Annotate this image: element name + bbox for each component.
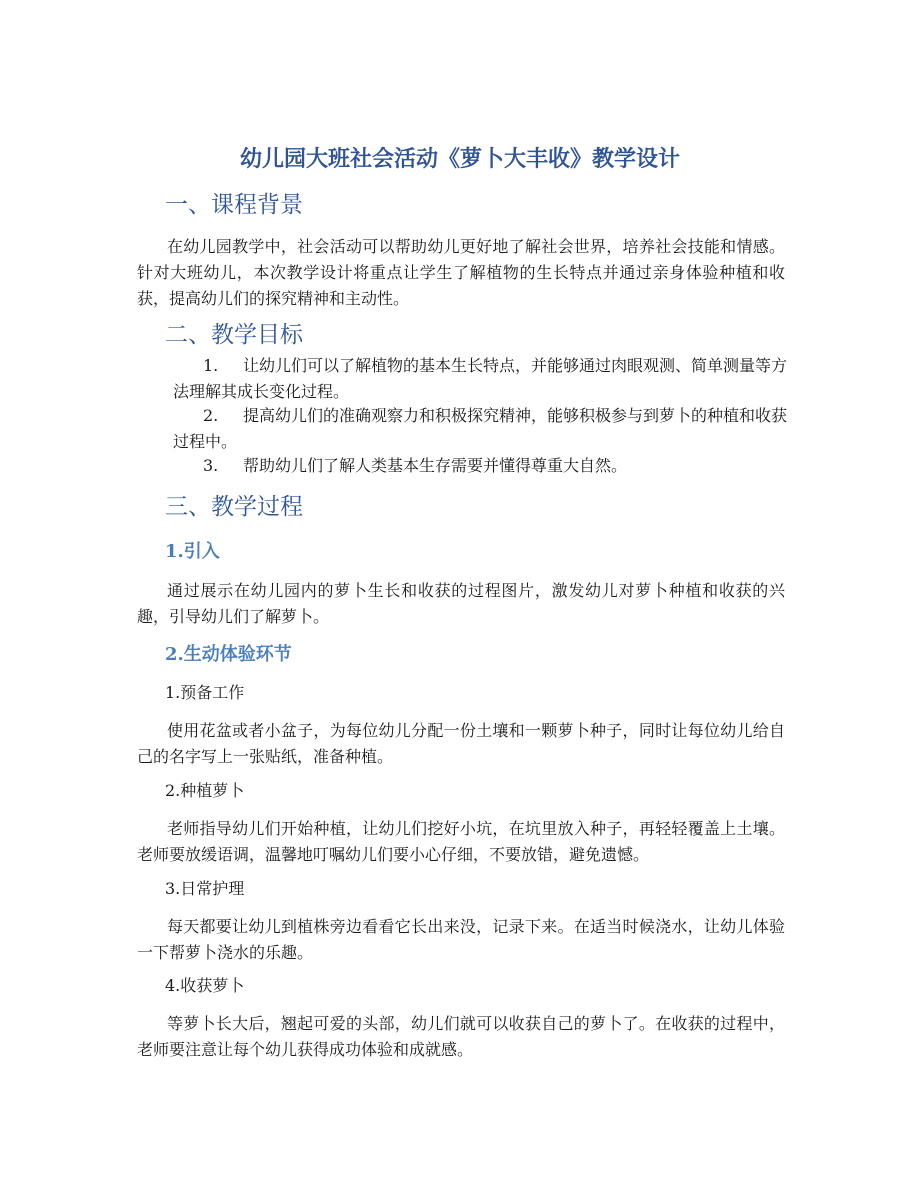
goal-item: [165, 403, 787, 455]
step-paragraph: 等萝卜长大后，翘起可爱的头部，幼儿们就可以收获自己的萝卜了。在收获的过程中，老师要注意让每个幼儿获得成功体验和成就感。: [137, 1014, 785, 1059]
section-heading-process: 三、教学过程: [165, 494, 303, 520]
step-title: 2.种植萝卜: [165, 781, 245, 800]
step-title: 1.预备工作: [165, 683, 245, 702]
step-paragraph: 使用花盆或者小盆子，为每位幼儿分配一份土壤和一颗萝卜种子，同时让每位幼儿给自己的名字写上一张贴纸，准备种植。: [137, 721, 785, 766]
background-paragraph: 在幼儿园教学中，社会活动可以帮助幼儿更好地了解社会世界，培养社会技能和情感。针对大班幼儿，本次教学设计将重点让学生了解植物的生长特点并通过亲身体验种植和收获，提高幼儿们的探究精神和主动性。: [137, 237, 785, 308]
section-heading-background: 一、课程背景: [165, 192, 303, 218]
step-title: 4.收获萝卜: [165, 976, 245, 995]
goal-item: [165, 453, 787, 479]
goal-text: 帮助幼儿们了解人类基本生存需要并懂得尊重大自然。: [243, 456, 628, 475]
goal-text: 让幼儿们可以了解植物的基本生长特点，并能够通过肉眼观测、简单测量等方法理解其成长变化过程。: [173, 356, 788, 401]
step-title: 3.日常护理: [165, 879, 245, 898]
subsection-heading-experience: 2.生动体验环节: [165, 644, 292, 665]
goal-item: [165, 353, 787, 405]
document-title: 幼儿园大班社会活动《萝卜大丰收》教学设计: [239, 146, 680, 172]
subsection-heading-intro: 1.引入: [165, 541, 220, 562]
step-paragraph: 每天都要让幼儿到植株旁边看看它长出来没，记录下来。在适当时候浇水，让幼儿体验一下帮萝卜浇水的乐趣。: [137, 917, 785, 962]
goal-number: 1.: [203, 356, 219, 375]
goal-number: 3.: [203, 456, 219, 475]
intro-paragraph: 通过展示在幼儿园内的萝卜生长和收获的过程图片，激发幼儿对萝卜种植和收获的兴趣，引导幼儿们了解萝卜。: [137, 581, 785, 626]
section-heading-goals: 二、教学目标: [165, 322, 303, 348]
step-paragraph: 老师指导幼儿们开始种植，让幼儿们挖好小坑，在坑里放入种子，再轻轻覆盖上土壤。老师要放缓语调，温馨地叮嘱幼儿们要小心仔细，不要放错，避免遗憾。: [137, 819, 785, 864]
goal-text: 提高幼儿们的准确观察力和积极探究精神，能够积极参与到萝卜的种植和收获过程中。: [173, 406, 788, 451]
goal-number: 2.: [203, 406, 219, 425]
